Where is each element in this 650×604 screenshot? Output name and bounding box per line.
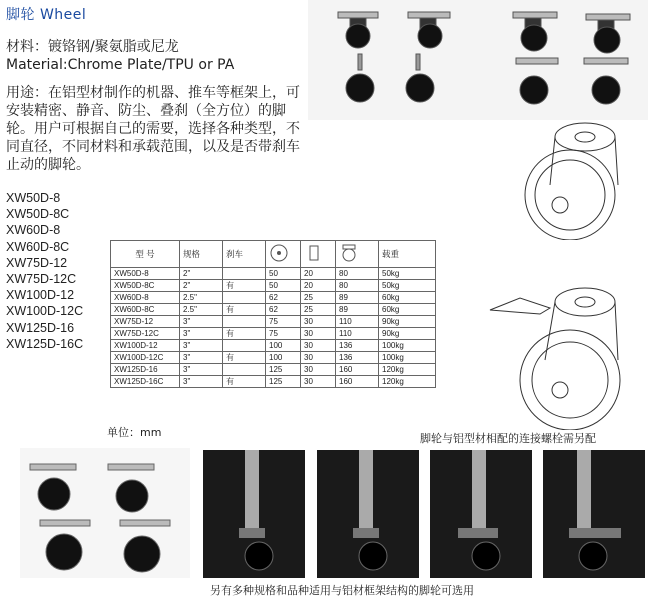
table-cell-load: 50kg — [379, 268, 436, 280]
usage-text: 用途：在铝型材制作的机器、推车等框架上，可安装精密、静音、防尘、叠刹（全方位）的脚轮。用户可根据自己的需要，选择各种类型，不同直径，不同材料和承载范围，以及是否带刹车止动的脚轮。 — [6, 85, 300, 173]
model-item: XW60D-8C — [6, 239, 70, 254]
table-cell-d: 50 — [266, 280, 301, 292]
table-cell-spec: 3" — [180, 316, 223, 328]
table-cell-load: 100kg — [379, 352, 436, 364]
table-cell-load: 60kg — [379, 292, 436, 304]
table-cell-model: XW125D-16 — [111, 364, 180, 376]
table-cell-h: 136 — [336, 340, 379, 352]
table-row — [111, 304, 436, 316]
table-row — [111, 292, 436, 304]
table-cell-model: XW60D-8 — [111, 292, 180, 304]
table-cell-brake: 有 — [223, 304, 266, 316]
table-cell-brake: 有 — [223, 280, 266, 292]
caster-brake-drawing — [480, 280, 650, 430]
table-row — [111, 316, 436, 328]
table-cell-h: 110 — [336, 316, 379, 328]
mounted-caster-photo-1 — [203, 450, 305, 578]
table-cell-d: 75 — [266, 328, 301, 340]
table-cell-brake: 有 — [223, 376, 266, 388]
page-title: 脚轮 Wheel — [6, 7, 87, 23]
bottom-caption: 另有多种规格和品种适用与铝材框架结构的脚轮可选用 — [210, 584, 474, 597]
mounted-caster-photo-4 — [543, 450, 645, 578]
header-load: 载重 — [379, 241, 436, 268]
table-cell-load: 50kg — [379, 280, 436, 292]
table-cell-spec: 2" — [180, 280, 223, 292]
table-row — [111, 364, 436, 376]
table-cell-h: 80 — [336, 268, 379, 280]
table-cell-model: XW50D-8C — [111, 280, 180, 292]
model-list — [6, 190, 83, 352]
mounted-caster-photo-2 — [317, 450, 419, 578]
model-item: XW100D-12 — [6, 288, 75, 303]
table-cell-brake: 有 — [223, 352, 266, 364]
model-item: XW100D-12C — [6, 304, 84, 319]
table-cell-d: 125 — [266, 376, 301, 388]
table-cell-w: 30 — [301, 340, 336, 352]
header-width-icon — [301, 241, 336, 268]
table-cell-brake: 有 — [223, 328, 266, 340]
table-cell-model: XW50D-8 — [111, 268, 180, 280]
table-row — [111, 328, 436, 340]
table-cell-d: 62 — [266, 304, 301, 316]
model-item: XW125D-16C — [6, 336, 84, 351]
table-row — [111, 352, 436, 364]
table-cell-brake — [223, 364, 266, 376]
caster-drawing-upper — [490, 115, 650, 240]
table-cell-d: 62 — [266, 292, 301, 304]
table-cell-spec: 2.5" — [180, 292, 223, 304]
mounted-caster-photo-3 — [430, 450, 532, 578]
table-cell-w: 30 — [301, 328, 336, 340]
table-cell-d: 100 — [266, 352, 301, 364]
table-cell-w: 30 — [301, 352, 336, 364]
table-cell-h: 110 — [336, 328, 379, 340]
table-cell-spec: 3" — [180, 352, 223, 364]
table-cell-load: 120kg — [379, 364, 436, 376]
table-cell-model: XW125D-16C — [111, 376, 180, 388]
table-cell-w: 30 — [301, 316, 336, 328]
material-en: Material:Chrome Plate/TPU or PA — [6, 57, 235, 73]
header-model: 型 号 — [111, 241, 180, 268]
table-cell-w: 25 — [301, 292, 336, 304]
table-cell-h: 89 — [336, 304, 379, 316]
table-cell-w: 20 — [301, 280, 336, 292]
model-item: XW50D-8 — [6, 191, 61, 205]
table-cell-d: 50 — [266, 268, 301, 280]
table-header-row — [111, 241, 436, 268]
table-cell-model: XW100D-12 — [111, 340, 180, 352]
spec-table — [110, 240, 436, 388]
table-cell-spec: 2" — [180, 268, 223, 280]
table-cell-brake — [223, 340, 266, 352]
table-cell-model: XW100D-12C — [111, 352, 180, 364]
caster-photo — [20, 448, 190, 578]
table-cell-load: 60kg — [379, 304, 436, 316]
table-row — [111, 340, 436, 352]
table-cell-w: 20 — [301, 268, 336, 280]
bolt-note: 脚轮与铝型材相配的连接螺栓需另配 — [420, 432, 596, 445]
table-cell-load: 100kg — [379, 340, 436, 352]
header-diameter-icon — [266, 241, 301, 268]
model-item: XW60D-8 — [6, 223, 61, 238]
table-cell-brake — [223, 316, 266, 328]
table-cell-spec: 3" — [180, 376, 223, 388]
table-cell-d: 100 — [266, 340, 301, 352]
table-cell-w: 25 — [301, 304, 336, 316]
header-spec: 规格 — [180, 241, 223, 268]
model-item: XW50D-8C — [6, 207, 70, 222]
material-block — [6, 38, 234, 74]
table-cell-w: 30 — [301, 364, 336, 376]
table-cell-spec: 3" — [180, 340, 223, 352]
table-row — [111, 280, 436, 292]
table-cell-model: XW60D-8C — [111, 304, 180, 316]
table-cell-model: XW75D-12C — [111, 328, 180, 340]
caster-photo-top — [308, 0, 648, 120]
table-cell-model: XW75D-12 — [111, 316, 180, 328]
table-cell-h: 136 — [336, 352, 379, 364]
table-cell-load: 90kg — [379, 316, 436, 328]
table-row — [111, 376, 436, 388]
caster-photo-set — [20, 448, 190, 578]
table-cell-brake — [223, 292, 266, 304]
table-cell-d: 125 — [266, 364, 301, 376]
table-cell-h: 89 — [336, 292, 379, 304]
table-cell-h: 160 — [336, 364, 379, 376]
table-cell-spec: 3" — [180, 364, 223, 376]
table-cell-h: 80 — [336, 280, 379, 292]
model-item: XW75D-12C — [6, 272, 77, 287]
caster-drawing-lower — [480, 280, 650, 430]
table-cell-d: 75 — [266, 316, 301, 328]
model-item: XW125D-16 — [6, 320, 75, 335]
unit-label: 单位：mm — [107, 426, 162, 439]
material-cn: 材料：镀铬钢/聚氨脂或尼龙 — [6, 39, 179, 55]
table-cell-load: 120kg — [379, 376, 436, 388]
table-row — [111, 268, 436, 280]
table-cell-h: 160 — [336, 376, 379, 388]
casters-image — [308, 0, 648, 120]
table-cell-brake — [223, 268, 266, 280]
header-brake: 刹车 — [223, 241, 266, 268]
table-cell-load: 90kg — [379, 328, 436, 340]
model-item: XW75D-12 — [6, 255, 68, 270]
caster-drawing — [490, 115, 650, 240]
table-cell-spec: 2.5" — [180, 304, 223, 316]
header-height-icon — [336, 241, 379, 268]
table-cell-spec: 3" — [180, 328, 223, 340]
table-cell-w: 30 — [301, 376, 336, 388]
